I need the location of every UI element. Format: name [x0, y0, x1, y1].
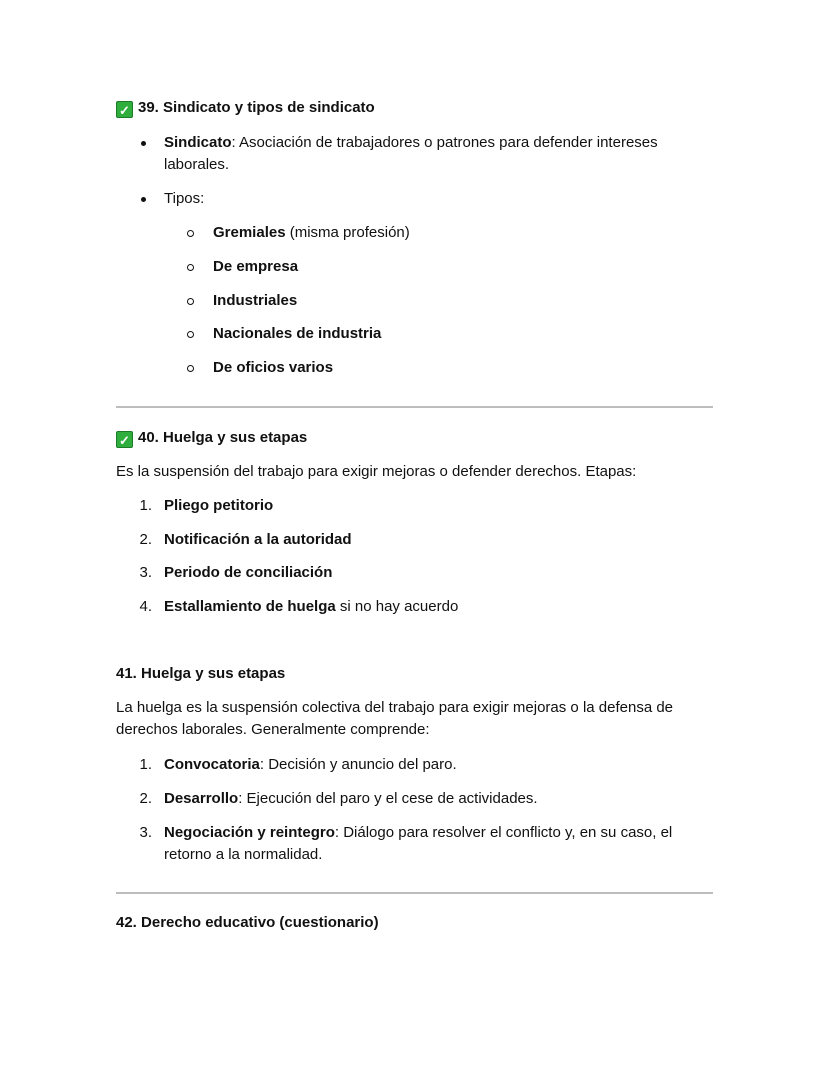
check-mark-icon: ✓ — [116, 101, 133, 118]
section-39-heading — [116, 98, 375, 118]
list-number: 1. — [139, 756, 152, 773]
check-mark-icon: ✓ — [116, 431, 133, 448]
list-number: 1. — [139, 497, 152, 514]
section-41-heading: 41. Huelga y sus etapas — [116, 665, 286, 682]
bullet-icon — [141, 197, 146, 202]
term: Pliego petitorio — [164, 497, 274, 514]
term: Estallamiento de huelga — [164, 598, 336, 615]
list-item — [164, 563, 332, 583]
types-label: Tipos: — [164, 190, 205, 207]
divider — [116, 892, 713, 894]
definition-cont: retorno a la normalidad. — [164, 846, 323, 863]
circle-bullet-icon — [187, 365, 194, 372]
section-42-heading: 42. Derecho educativo (cuestionario) — [116, 914, 379, 931]
term: Negociación y reintegro — [164, 824, 335, 841]
definition: : Decisión y anuncio del paro. — [259, 756, 457, 773]
term: Desarrollo — [164, 790, 239, 807]
term: Notificación a la autoridad — [164, 531, 352, 548]
list-item: Nacionales de industria — [213, 325, 382, 342]
term: Periodo de conciliación — [164, 564, 333, 581]
circle-bullet-icon — [187, 264, 194, 271]
list-item — [164, 789, 538, 809]
circle-bullet-icon — [187, 331, 194, 338]
paragraph: La huelga es la suspensión colectiva del trabajo para exigir mejoras o la defensa de — [116, 699, 674, 716]
heading-text: 39. Sindicato y tipos de sindicato — [138, 99, 375, 116]
heading-text: 40. Huelga y sus etapas — [138, 429, 308, 446]
paragraph: Es la suspensión del trabajo para exigir mejoras o defender derechos. Etapas: — [116, 463, 637, 480]
list-number: 2. — [139, 531, 152, 548]
bullet-icon — [141, 141, 146, 146]
circle-bullet-icon — [187, 298, 194, 305]
list-item — [164, 755, 457, 775]
list-number: 3. — [139, 564, 152, 581]
list-item: De oficios varios — [213, 359, 334, 376]
definition: : Asociación de trabajadores o patrones para defender intereses — [231, 134, 658, 151]
definition: : Ejecución del paro y el cese de actividades. — [238, 790, 538, 807]
list-item: Industriales — [213, 292, 298, 309]
term: Gremiales — [213, 224, 286, 241]
paragraph-cont: derechos laborales. Generalmente comprende: — [116, 721, 430, 738]
list-item — [164, 496, 273, 516]
definition: : Diálogo para resolver el conflicto y, en su caso, el — [334, 824, 673, 841]
list-item — [164, 823, 672, 843]
section-40-heading — [116, 428, 307, 448]
list-item — [164, 133, 658, 153]
list-item — [213, 223, 410, 243]
divider — [116, 406, 713, 408]
list-item — [164, 597, 458, 617]
definition-cont: laborales. — [164, 156, 230, 173]
list-number: 2. — [139, 790, 152, 807]
note: si no hay acuerdo — [335, 598, 459, 615]
list-item: De empresa — [213, 258, 299, 275]
list-item — [164, 530, 352, 550]
list-number: 3. — [139, 824, 152, 841]
note: (misma profesión) — [285, 224, 410, 241]
term: Convocatoria — [164, 756, 260, 773]
list-number: 4. — [139, 598, 152, 615]
circle-bullet-icon — [187, 230, 194, 237]
term: Sindicato — [164, 134, 232, 151]
